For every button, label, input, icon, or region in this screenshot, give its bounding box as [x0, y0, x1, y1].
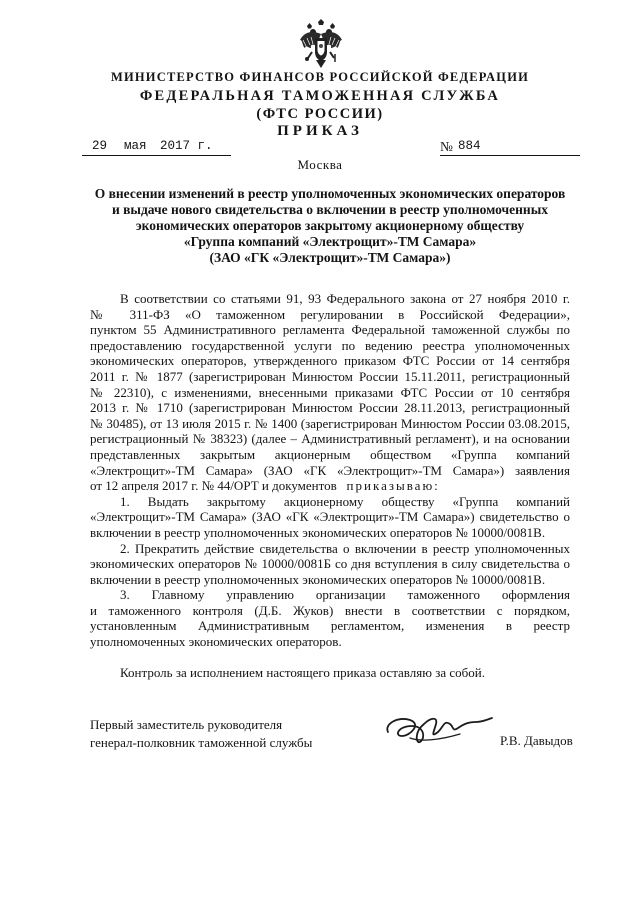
- item-1-line: «Электрощит»-ТМ Самара» (ЗАО «ГК «Электрощит»-ТМ Самара») свидетельство о: [90, 509, 570, 525]
- order-body: [90, 291, 570, 650]
- number-value: 884: [458, 139, 481, 153]
- preamble-line: В соответствии со статьями 91, 93 Федерального закона от 27 ноября 2010 г.: [120, 291, 570, 306]
- date-year: 2017 г.: [160, 139, 213, 153]
- coat-of-arms-icon: [298, 18, 344, 70]
- control-clause: Контроль за исполнением настоящего приказа оставляю за собой.: [120, 665, 485, 680]
- preamble-line: регистрационный № 38323) (далее – Административный регламент), и на основании: [90, 431, 570, 447]
- signature-image: [380, 702, 500, 752]
- item-3-line: уполномоченных экономических операторов.: [90, 634, 342, 650]
- signer-position-line: Первый заместитель руководителя: [90, 717, 283, 732]
- subject-line: «Группа компаний «Электрощит»-ТМ Самара»: [183, 234, 477, 249]
- subject-line: экономических операторов закрытому акционерному обществу: [135, 218, 525, 233]
- document-type: ПРИКАЗ: [277, 123, 363, 139]
- preamble-line: «Электрощит»-ТМ Самара» (ЗАО «ГК «Электрощит»-ТМ Самара») заявления: [90, 462, 570, 478]
- order-number: [440, 139, 580, 156]
- preamble-line: предоставлению государственной услуги по ведению реестра уполномоченных: [90, 337, 570, 353]
- date-month: мая: [124, 139, 147, 153]
- preamble-line: № 30485), от 13 июля 2015 г. № 1400 (зарегистрирован Минюстом России 03.08.2015,: [90, 415, 570, 431]
- item-1-line: 1. Выдать закрытому акционерному обществу «Группа компаний: [120, 493, 570, 509]
- number-sign: №: [440, 139, 453, 154]
- order-word: приказываю:: [346, 478, 440, 494]
- preamble-last-line: [90, 478, 570, 494]
- item-2-line: 2. Прекратить действие свидетельства о включении в реестр уполномоченных: [120, 540, 570, 556]
- item-2-line: экономических операторов № 10000/0081Б со дня вступления в силу свидетельства о: [90, 556, 570, 572]
- service-short-name: (ФТС РОССИИ): [256, 106, 384, 122]
- ministry-name: МИНИСТЕРСТВО ФИНАНСОВ РОССИЙСКОЙ ФЕДЕРАЦИИ: [110, 70, 530, 84]
- preamble-line: представленных закрытым акционерным обществом «Группа компаний: [90, 446, 570, 462]
- item-3-line: 3. Главному управлению организации таможенного оформления: [120, 587, 570, 603]
- date-day: 29: [92, 139, 108, 153]
- preamble-line: № 311-ФЗ «О таможенном регулировании в Российской Федерации»,: [90, 306, 570, 322]
- item-3-line: установленным Административным регламентом, изменения в реестр: [90, 618, 570, 634]
- signer-name: Р.В. Давыдов: [500, 733, 573, 748]
- preamble-line: пунктом 55 Административного регламента Федеральной таможенной службы по: [90, 322, 570, 338]
- item-3-line: и таможенного контроля (Д.Б. Жуков) внести в соответствии с порядком,: [90, 602, 570, 618]
- preamble-line: экономических операторов, утвержденного приказом ФТС России от 14 сентября: [90, 353, 570, 369]
- signer-position-line: генерал-полковник таможенной службы: [90, 735, 313, 750]
- item-2-line: включении в реестр уполномоченных экономических операторов № 10000/0081В.: [90, 571, 546, 587]
- preamble-line: 2011 г. № 1877 (зарегистрирован Минюстом России 15.11.2011, регистрационный: [90, 368, 570, 384]
- signer-position: [90, 716, 312, 752]
- order-subject: [90, 186, 570, 266]
- preamble-line: № 22310), с изменениями, внесенными приказами ФТС России от 10 сентября: [90, 384, 570, 400]
- subject-line: и выдаче нового свидетельства о включении в реестр уполномоченных: [111, 202, 548, 217]
- item-1-line: включении в реестр уполномоченных экономических операторов № 10000/0081В.: [90, 524, 546, 540]
- preamble-line: 2013 г. № 1710 (зарегистрирован Минюстом России 28.11.2013, регистрационный: [90, 400, 570, 416]
- subject-line: (ЗАО «ГК «Электрощит»-ТМ Самара»): [209, 250, 451, 265]
- preamble-last-text: от 12 апреля 2017 г. № 44/ОРТ и документов: [90, 478, 337, 494]
- subject-line: О внесении изменений в реестр уполномоченных экономических операторов: [94, 186, 566, 201]
- order-date: [82, 139, 231, 156]
- city: Москва: [297, 157, 343, 172]
- service-name: ФЕДЕРАЛЬНАЯ ТАМОЖЕННАЯ СЛУЖБА: [139, 88, 501, 104]
